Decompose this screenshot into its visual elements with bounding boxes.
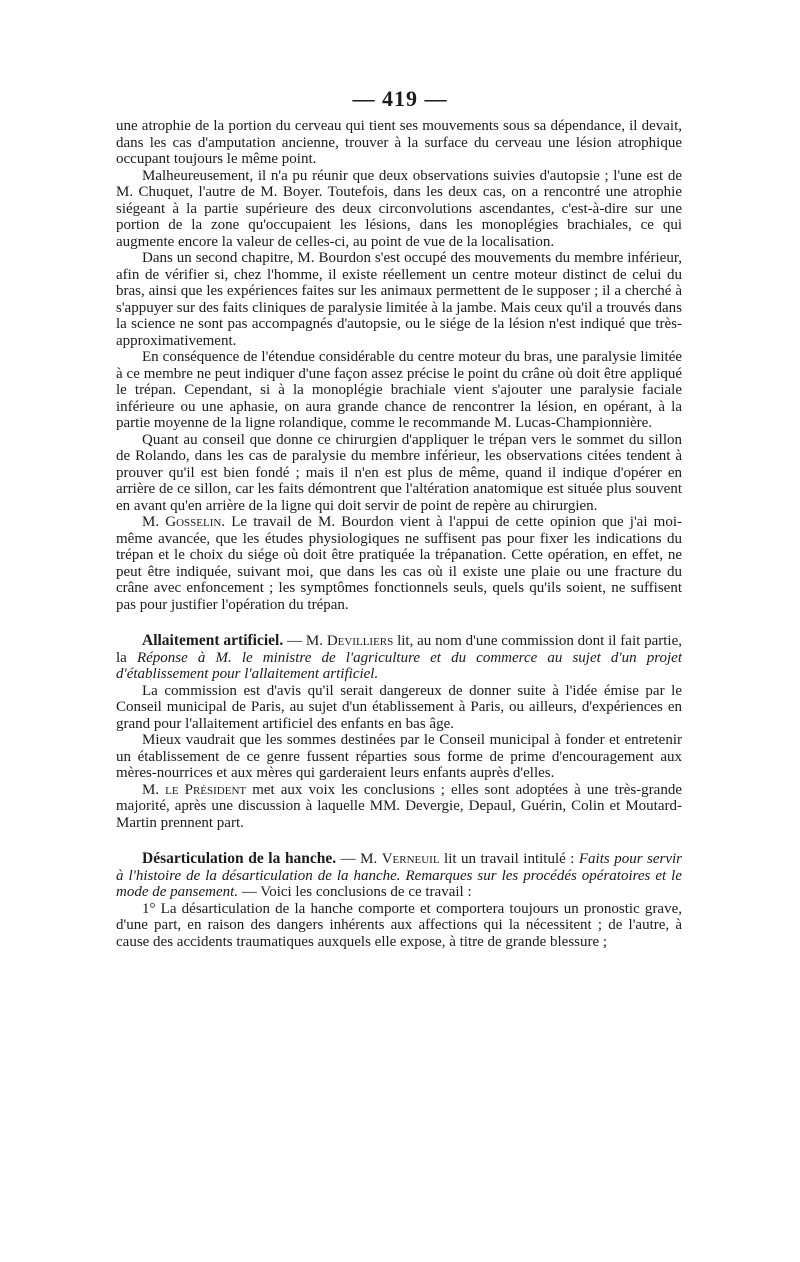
paragraph-text: — Voici les conclusions de ce travail : bbox=[238, 884, 472, 900]
section-heading: Allaitement artificiel. bbox=[142, 632, 284, 649]
paragraph bbox=[116, 514, 682, 613]
work-title: Réponse à M. le ministre de l'agriculture et du commerce au sujet d'un projet d'établissement pour l'allaitement artificiel. bbox=[116, 649, 682, 682]
paragraph: En conséquence de l'étendue considérable du centre moteur du bras, une paralysie limitée à ce membre ne peut indiquer d'une façon assez précise le point du crâne où doit être appliqué le trépan. Cependant, si à la monoplégie brachiale vient s'ajouter une paralysie faciale inférieure ou une aphasie, on aura grande chance de rencontrer la lésion, en opérant, à la partie moyenne de la ligne rolandique, comme le recommande M. Lucas-Championnière. bbox=[116, 349, 682, 431]
paragraph-text: Le travail de M. Bourdon vient à l'appui de cette opinion que j'ai moi-même avancée, que les études physiologiques ne suffisent pas pour fixer les indications du trépan et le choix du siége où doit être pratiquée la trépanation. Cette opération, en effet, ne peut être indiquée, suivant moi, que dans les cas où il existe une plaie ou une fracture du crâne avec enfoncement ; les symptômes fonctionnels seuls, quels qu'ils soient, ne suffisent pas pour justifier l'opération du trépan. bbox=[116, 514, 682, 613]
author-name: Verneuil bbox=[381, 851, 440, 867]
paragraph-text: lit, au nom d'une commission dont il fait partie, la bbox=[116, 633, 682, 666]
paragraph: 1° La désarticulation de la hanche comporte et comportera toujours un pronostic grave, d'une part, en raison des dangers inhérents aux affections qui la nécessitent ; de l'autre, à cause des accidents traumatiques auxquels elle expose, à titre de grande blessure ; bbox=[116, 900, 682, 950]
section-paragraph bbox=[116, 851, 682, 901]
paragraph: Malheureusement, il n'a pu réunir que deux observations suivies d'autopsie ; l'une est de M. Chuquet, l'autre de M. Boyer. Toutefois, dans les deux cas, on a rencontré une atrophie siégeant à la partie supérieure des deux circonvolutions ascendantes, c'est-à-dire sur une portion de la zone qu'occupaient les lésions, dans les monoplégies brachiales, ce qui augmente encore la valeur de celles-ci, au point de vue de la localisation. bbox=[116, 167, 682, 250]
paragraph: Dans un second chapitre, M. Bourdon s'est occupé des mouvements du membre inférieur, afin de vérifier si, chez l'homme, il existe réellement un centre moteur distinct de celui du bras, ainsi que les expériences faites sur les animaux permettent de le supposer ; il a cherché à s'appuyer sur des faits cliniques de paralysie limitée à la jambe. Mais ceux qu'il a trouvés dans la science ne sont pas accompagnés d'autopsie, ou le siége de la lésion n'est indiqué que très-approximativement. bbox=[116, 250, 682, 349]
section-paragraph bbox=[116, 633, 682, 683]
paragraph: une atrophie de la portion du cerveau qui tient ses mouvements sous sa dépendance, il devait, dans les cas d'amputation ancienne, trouver à la surface du cerveau une lésion atrophique occupant toujours le même point. bbox=[116, 118, 682, 167]
paragraph: Quant au conseil que donne ce chirurgien d'appliquer le trépan vers le sommet du sillon de Rolando, dans les cas de paralysie du membre inférieur, les observations citées tendent à prouver qu'il est bien fondé ; mais il n'en est plus de même, quand il indique d'opérer en arrière de ce sillon, car les faits démontrent que l'altération anatomique est située plus souvent en avant qu'en arrière de la ligne qui doit servir de point de repère au chirurgien. bbox=[116, 431, 682, 514]
paragraph: La commission est d'avis qu'il serait dangereux de donner suite à l'idée émise par le Conseil municipal de Paris, au sujet d'un établissement à Paris, ou ailleurs, d'expériences en grand pour l'allaitement artificiel des enfants en bas âge. bbox=[116, 682, 682, 732]
body-text bbox=[116, 118, 682, 950]
paragraph: Mieux vaudrait que les sommes destinées par le Conseil municipal à fonder et entretenir un établissement de ce genre fussent réparties sous forme de prime d'encouragement aux mères-nourrices et aux mères qui garderaient leurs enfants auprès d'elles. bbox=[116, 732, 682, 781]
speaker-name: M. Gosselin. bbox=[142, 514, 226, 530]
paragraph-text: — M. bbox=[283, 633, 327, 649]
section-heading: Désarticulation de la hanche. bbox=[142, 850, 337, 867]
paragraph-text: met aux voix les conclusions ; elles sont adoptées à une très-grande majorité, après une discussion à laquelle MM. Devergie, Depaul, Guérin, Colin et Moutard-Martin prennent part. bbox=[116, 781, 682, 831]
page-number: — 419 — bbox=[352, 86, 448, 111]
speaker-name: M. le Président bbox=[142, 781, 247, 798]
work-title: Faits pour servir à l'histoire de la désarticulation de la hanche. Remarques sur les procédés opératoires et le mode de pansement. bbox=[116, 851, 682, 900]
paragraph-text: lit un travail intitulé : bbox=[439, 851, 579, 867]
author-name: Devilliers bbox=[326, 633, 394, 649]
paragraph-text: — M. bbox=[336, 851, 382, 867]
paragraph bbox=[116, 782, 682, 832]
